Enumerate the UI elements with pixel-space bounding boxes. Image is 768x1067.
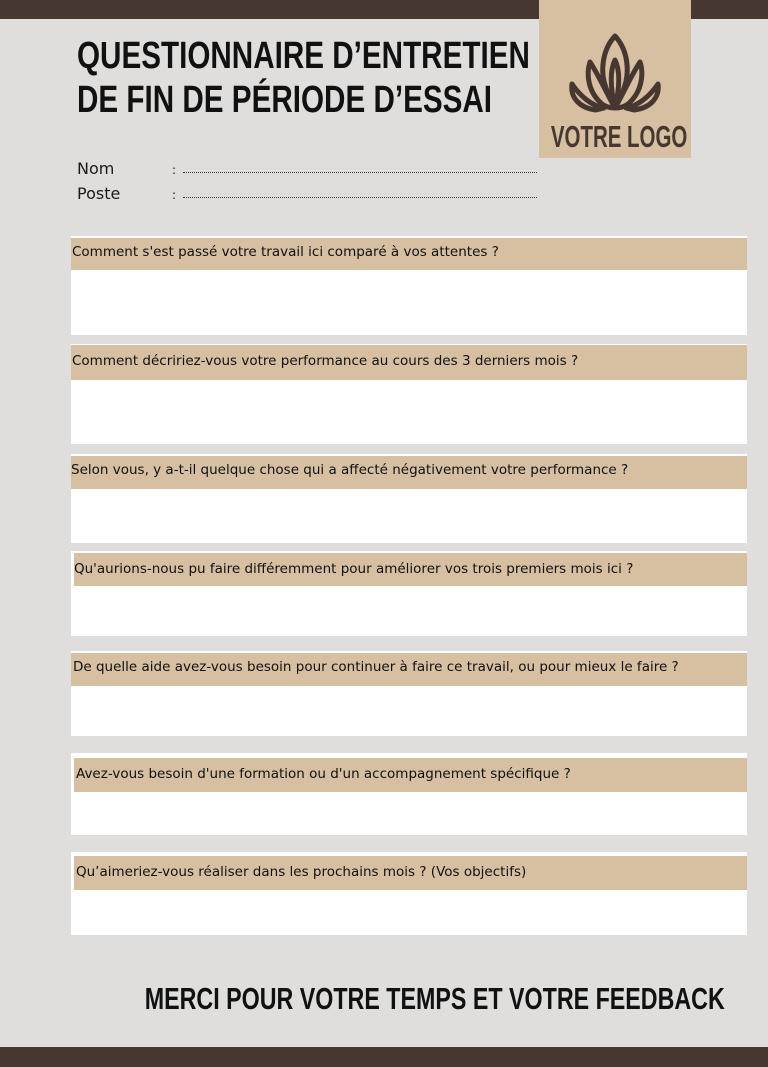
question-label: Qu'aurions-nous pu faire différemment pour améliorer vos trois premiers mois ici ? bbox=[74, 553, 747, 586]
page-title bbox=[77, 34, 530, 122]
position-colon: : bbox=[172, 188, 177, 202]
title-line-2: DE FIN DE PÉRIODE D’ESSAI bbox=[77, 79, 493, 121]
bottom-bar bbox=[0, 1047, 768, 1067]
position-field[interactable] bbox=[77, 184, 547, 206]
question-block[interactable] bbox=[71, 551, 747, 636]
question-label: Selon vous, y a-t-il quelque chose qui a affecté négativement votre performance ? bbox=[71, 456, 747, 489]
question-block[interactable] bbox=[71, 454, 747, 543]
question-label: Qu’aimeriez-vous réaliser dans les prochains mois ? (Vos objectifs) bbox=[74, 856, 747, 890]
lotus-icon bbox=[566, 30, 664, 116]
footer-thanks: MERCI POUR VOTRE TEMPS ET VOTRE FEEDBACK bbox=[144, 981, 725, 1016]
question-block[interactable] bbox=[71, 236, 747, 335]
question-block[interactable] bbox=[71, 344, 747, 444]
question-label: Avez-vous besoin d'une formation ou d'un accompagnement spécifique ? bbox=[74, 758, 747, 792]
name-field[interactable] bbox=[77, 159, 547, 181]
question-label: Comment s'est passé votre travail ici comparé à vos attentes ? bbox=[71, 238, 747, 270]
name-label: Nom bbox=[77, 159, 115, 178]
logo-placeholder bbox=[539, 0, 691, 158]
title-line-1: QUESTIONNAIRE D’ENTRETIEN bbox=[77, 35, 530, 77]
position-line[interactable] bbox=[183, 197, 537, 198]
question-block[interactable] bbox=[71, 651, 747, 736]
question-block[interactable] bbox=[71, 852, 747, 935]
logo-text: VOTRE LOGO bbox=[550, 119, 688, 154]
question-block[interactable] bbox=[71, 753, 747, 835]
name-line[interactable] bbox=[183, 172, 537, 173]
position-label: Poste bbox=[77, 184, 121, 203]
question-label: De quelle aide avez-vous besoin pour continuer à faire ce travail, ou pour mieux le faire ? bbox=[71, 653, 747, 686]
name-colon: : bbox=[172, 163, 177, 177]
question-label: Comment décririez-vous votre performance au cours des 3 derniers mois ? bbox=[71, 345, 747, 380]
